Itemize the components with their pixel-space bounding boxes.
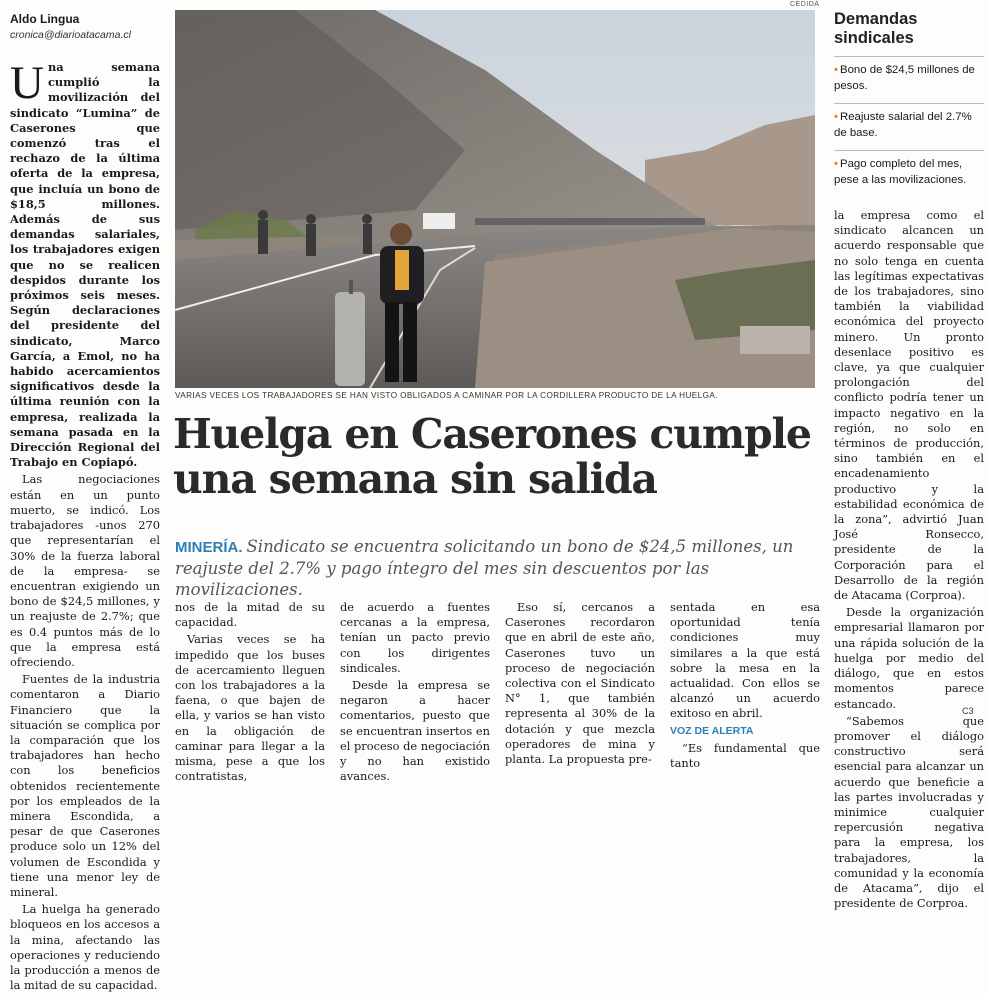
- continued-text: sentada en esa oportunidad tenía condiciones muy similares a la que está sobre la mesa en la actualidad. Con ellos se alcanzó un acuerdo exitoso en abril.: [670, 600, 820, 721]
- body-paragraph: “Sabemos que promover el diálogo constructivo será esencial para alcanzar un acuerdo que beneficie a las partes involucradas y minimice cualquier repercusión negativa para la empresa, los trabajadores, la comunidad y la economía de Atacama”, dijo el presidente de Corproa.: [834, 713, 984, 911]
- headline-line-1: Huelga en Caserones cumple: [173, 410, 811, 458]
- continued-text: nos de la mitad de su capacidad.: [175, 600, 325, 630]
- lead-paragraph: [10, 57, 160, 470]
- section-kicker: MINERÍA.: [175, 539, 243, 556]
- continued-text: de acuerdo a fuentes cercanas a la empresa, tenían un pacto previo con los dirigentes sindicales.: [340, 600, 490, 675]
- lead-text: na semana cumplió la movilización del sindicato “Lumina” de Caserones que comenzó tras el rechazo de la última oferta de la empresa, que incluía un bono de $18,5 millones. Además de sus demandas salariales, los trabajadores exigen que no se realicen despidos durante los próximos seis meses. Según declaraciones del presidente del sindicato, Marco García, a Emol, no ha habido acercamientos significativos desde la última reunión con la empresa, realizada la semana pasada en la Dirección Regional del Trabajo en Copiapó.: [10, 60, 160, 470]
- body-column-4: [505, 600, 655, 767]
- continued-text: la empresa como el sindicato alcancen un acuerdo responsable que no solo tenga en cuenta las legítimas expectativas de los trabajadores, sino también la viabilidad económica del proyecto minero. Un pronto desenlace positivo es clave, ya que cualquier prolongación del conflicto podría tener un impacto negativo en la región, no solo en términos de producción, sino también en el encadenamiento productivo y la estabilidad económica de la zona”, advirtió Juan José Ronsecco, presidente de la Corporación para el Desarrollo de la región de Atacama (Corproa).: [834, 208, 984, 603]
- demand-item: • Bono de $24,5 millones de pesos.: [834, 56, 984, 103]
- demands-box-title: Demandas sindicales: [834, 10, 918, 47]
- deck: [175, 536, 820, 600]
- left-column: [10, 57, 160, 993]
- news-photo: [175, 10, 815, 388]
- demand-item: • Reajuste salarial del 2.7% de base.: [834, 103, 984, 150]
- body-paragraph: Desde la organización empresarial llamaron por una rápida solución de la huelga por medio del diálogo, que en estos momentos parece estancado.: [834, 605, 984, 711]
- bullet-icon: •: [834, 111, 838, 123]
- photo-credit: CEDIDA: [790, 1, 820, 8]
- bullet-icon: •: [834, 158, 838, 170]
- deck-text: Sindicato se encuentra solicitando un bono de $24,5 millones, un reajuste del 2.7% y pago íntegro del mes sin descuentos por las movilizaciones.: [175, 537, 794, 599]
- body-column-3: [340, 600, 490, 784]
- subhead: VOZ DE ALERTA: [670, 724, 754, 737]
- headline: [173, 412, 823, 502]
- photo-illustration: [175, 10, 815, 388]
- bullet-icon: •: [834, 64, 838, 76]
- body-paragraph: Las negociaciones están en un punto muerto, se indicó. Los trabajadores -unos 270 que representarían el 30% de la fuerza laboral de la empresa- se encuentran exigiendo un bono de $24,5 millones, y un reajuste de 2.7%; que es 0.4 puntos más de lo que la empresa está ofreciendo.: [10, 472, 160, 669]
- page-mark: C3: [962, 706, 974, 716]
- dropcap: U: [10, 57, 44, 109]
- demands-box: [834, 10, 984, 197]
- author-byline: [10, 12, 160, 41]
- body-column-5: [670, 600, 820, 771]
- author-email[interactable]: cronica@diarioatacama.cl: [10, 29, 131, 41]
- body-paragraph: Desde la empresa se negaron a hacer comentarios, puesto que se encuentran insertos en el proceso de negociación y no han existido avances.: [340, 678, 490, 784]
- body-paragraph: Varias veces se ha impedido que los buses de acercamiento lleguen con los trabajadores a la faena, o que bajen de ella, y varios se han visto en la obligación de caminar para llegar a la misma, pese a que los contratistas,: [175, 632, 325, 784]
- body-column-2: [175, 600, 325, 784]
- photo-caption: VARIAS VECES LOS TRABAJADORES SE HAN VISTO OBLIGADOS A CAMINAR POR LA CORDILLERA PRODUCTO DE LA HUELGA.: [175, 391, 718, 400]
- headline-line-2: una semana sin salida: [173, 455, 657, 503]
- demand-item: • Pago completo del mes, pese a las movilizaciones.: [834, 150, 984, 197]
- body-paragraph: Fuentes de la industria comentaron a Diario Financiero que la situación se complica por la comparación que los trabajadores han hecho con los beneficios obtenidos recientemente por los empleados de la minera Escondida, a pesar de que Caserones produce solo un 12% del volumen de Escondida y tiene una menor ley de mineral.: [10, 672, 160, 899]
- body-paragraph: Eso sí, cercanos a Caserones recordaron que en abril de este año, Caserones tuvo un proceso de negociación colectiva con el Sindicato N° 1, que también representa al 30% de la dotación y que mezcla operadores de mina y planta. La propuesta pre-: [505, 600, 655, 767]
- body-paragraph: La huelga ha generado bloqueos en los accesos a la mina, afectando las operaciones y reduciendo la producción a menos de la mitad de su capacidad.: [10, 902, 160, 993]
- author-name: Aldo Lingua: [10, 12, 80, 26]
- body-paragraph: “Es fundamental que tanto: [670, 740, 820, 771]
- right-column: [834, 208, 984, 911]
